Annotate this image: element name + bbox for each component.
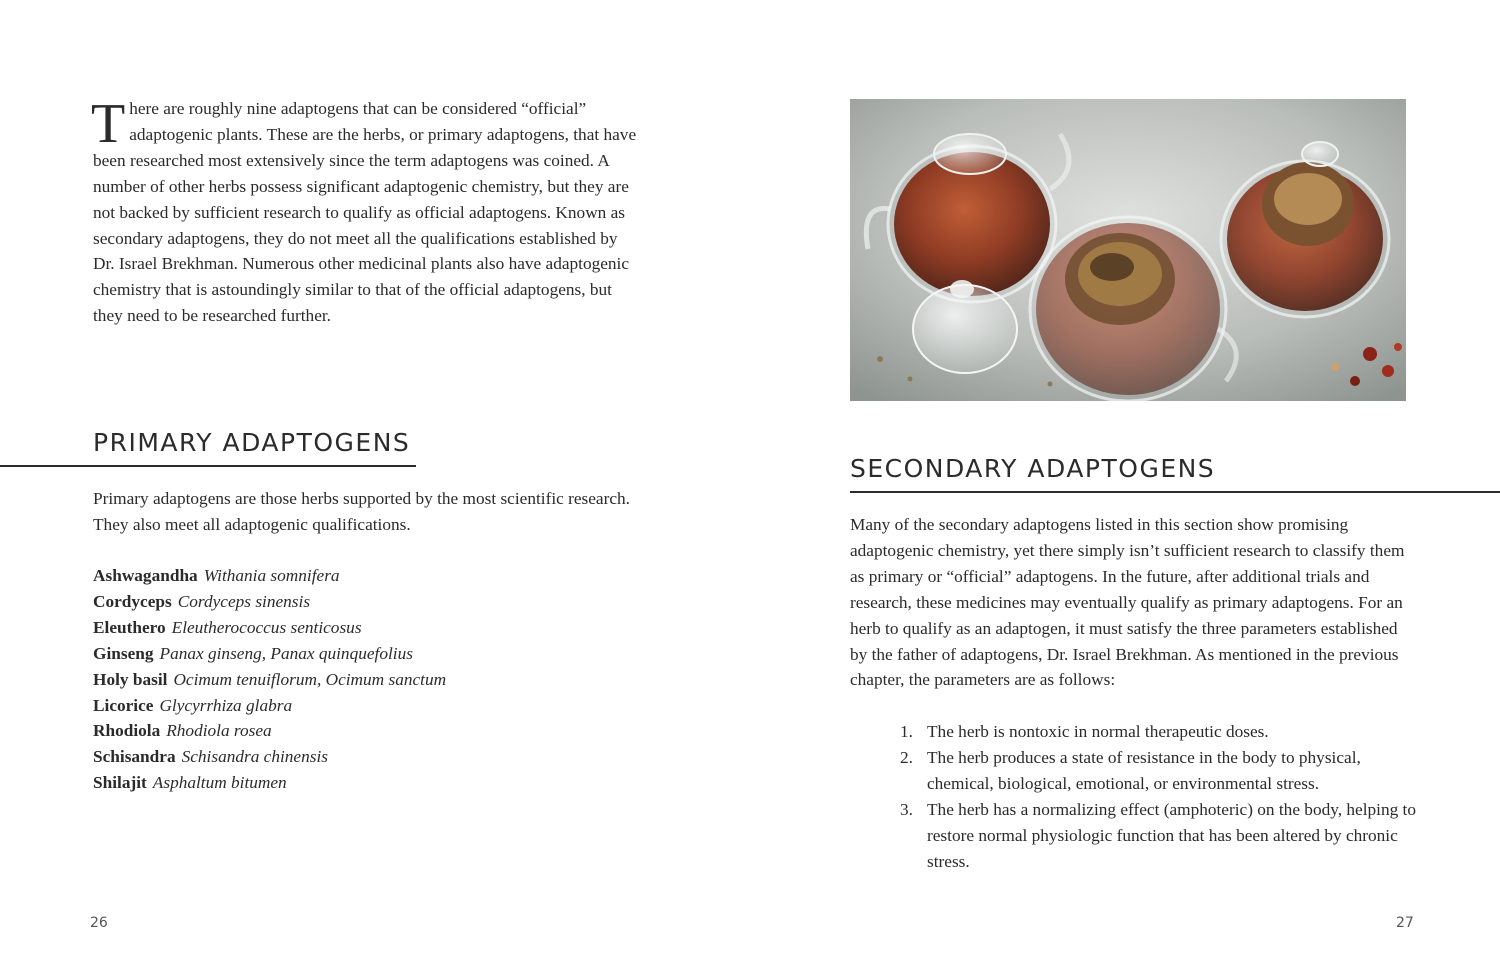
herb-scientific-name: Ocimum tenuiflorum, Ocimum sanctum — [173, 669, 447, 689]
herb-item — [93, 744, 446, 770]
herb-common-name: Ashwagandha — [93, 566, 198, 585]
herb-scientific-name: Panax ginseng, Panax quinquefolius — [159, 643, 413, 663]
herb-scientific-name: Eleutherococcus senticosus — [171, 617, 362, 637]
herb-item — [93, 667, 446, 693]
herb-scientific-name: Cordyceps sinensis — [177, 591, 311, 611]
herb-item — [93, 770, 446, 796]
parameter-number: 1. — [900, 722, 913, 741]
parameter-item — [900, 719, 1420, 745]
herb-scientific-name: Schisandra chinensis — [181, 747, 328, 767]
herb-scientific-name: Asphaltum bitumen — [152, 773, 287, 793]
herb-item — [93, 641, 446, 667]
right-page — [750, 0, 1500, 975]
herb-item — [93, 693, 446, 719]
herb-item — [93, 563, 446, 589]
herb-scientific-name: Withania somnifera — [203, 566, 340, 585]
parameter-text: The herb produces a state of resistance in the body to physical, chemical, biological, emotional, or environmental stress. — [927, 747, 1361, 793]
secondary-adaptogens-heading: SECONDARY ADAPTOGENS — [850, 454, 1216, 483]
parameter-item — [900, 745, 1420, 797]
herb-common-name: Holy basil — [93, 669, 168, 689]
parameter-text: The herb has a normalizing effect (amphoteric) on the body, helping to restore normal physiologic function that has been altered by chronic stress. — [927, 799, 1416, 871]
herb-item — [93, 718, 446, 744]
herb-common-name: Rhodiola — [93, 721, 161, 741]
parameter-number: 2. — [900, 747, 913, 767]
adaptogen-parameter-list — [900, 719, 1420, 874]
secondary-heading-rule — [850, 491, 1500, 493]
herb-common-name: Schisandra — [93, 747, 176, 767]
herb-scientific-name: Glycyrrhiza glabra — [159, 695, 293, 715]
glass-teapots-photo — [850, 99, 1406, 401]
herb-common-name: Cordyceps — [93, 591, 172, 611]
primary-herb-list — [93, 563, 446, 796]
page-number-right: 27 — [1396, 915, 1414, 931]
herb-common-name: Eleuthero — [93, 617, 166, 637]
parameter-text: The herb is nontoxic in normal therapeutic doses. — [927, 722, 1269, 741]
drop-cap: T — [91, 93, 126, 155]
herb-common-name: Ginseng — [93, 643, 154, 663]
primary-adaptogens-heading: PRIMARY ADAPTOGENS — [93, 428, 411, 457]
herb-common-name: Licorice — [93, 695, 154, 715]
parameter-item — [900, 797, 1420, 875]
page-number-left: 26 — [90, 915, 108, 931]
primary-description: Primary adaptogens are those herbs supported by the most scientific research. They also meet all adaptogenic qualifications. — [93, 489, 630, 534]
parameter-number: 3. — [900, 799, 913, 819]
glass-teapots-photo-icon — [850, 99, 1406, 401]
herb-common-name: Shilajit — [93, 773, 147, 793]
herb-item — [93, 589, 446, 615]
intro-text: here are roughly nine adaptogens that can be considered “official” adaptogenic plants. These are the herbs, or primary adaptogens, that have been researched most extensively since the term adaptogens was coined. A number of other herbs possess significant adaptogenic chemistry, but they are not backed by sufficient research to qualify as official adaptogens. Known as secondary adaptogens, they do not meet all the qualifications established by Dr. Israel Brekhman. Numerous other medicinal plants also have adaptogenic chemistry that is astoundingly similar to that of the official adaptogens, but they need to be researched further. — [93, 99, 637, 326]
primary-heading-rule — [0, 465, 416, 467]
herb-item — [93, 615, 446, 641]
secondary-description: Many of the secondary adaptogens listed in this section show promising adaptogenic chemistry, yet there simply isn’t sufficient research to classify them as primary or “official” adaptogens. In the future, after additional trials and research, these medicines may eventually qualify as primary adaptogens. For an herb to qualify as an adaptogen, it must satisfy the three parameters established by the father of adaptogens, Dr. Israel Brekhman. As mentioned in the previous chapter, the parameters are as follows: — [850, 515, 1405, 690]
intro-paragraph — [91, 93, 638, 329]
herb-scientific-name: Rhodiola rosea — [166, 721, 272, 741]
